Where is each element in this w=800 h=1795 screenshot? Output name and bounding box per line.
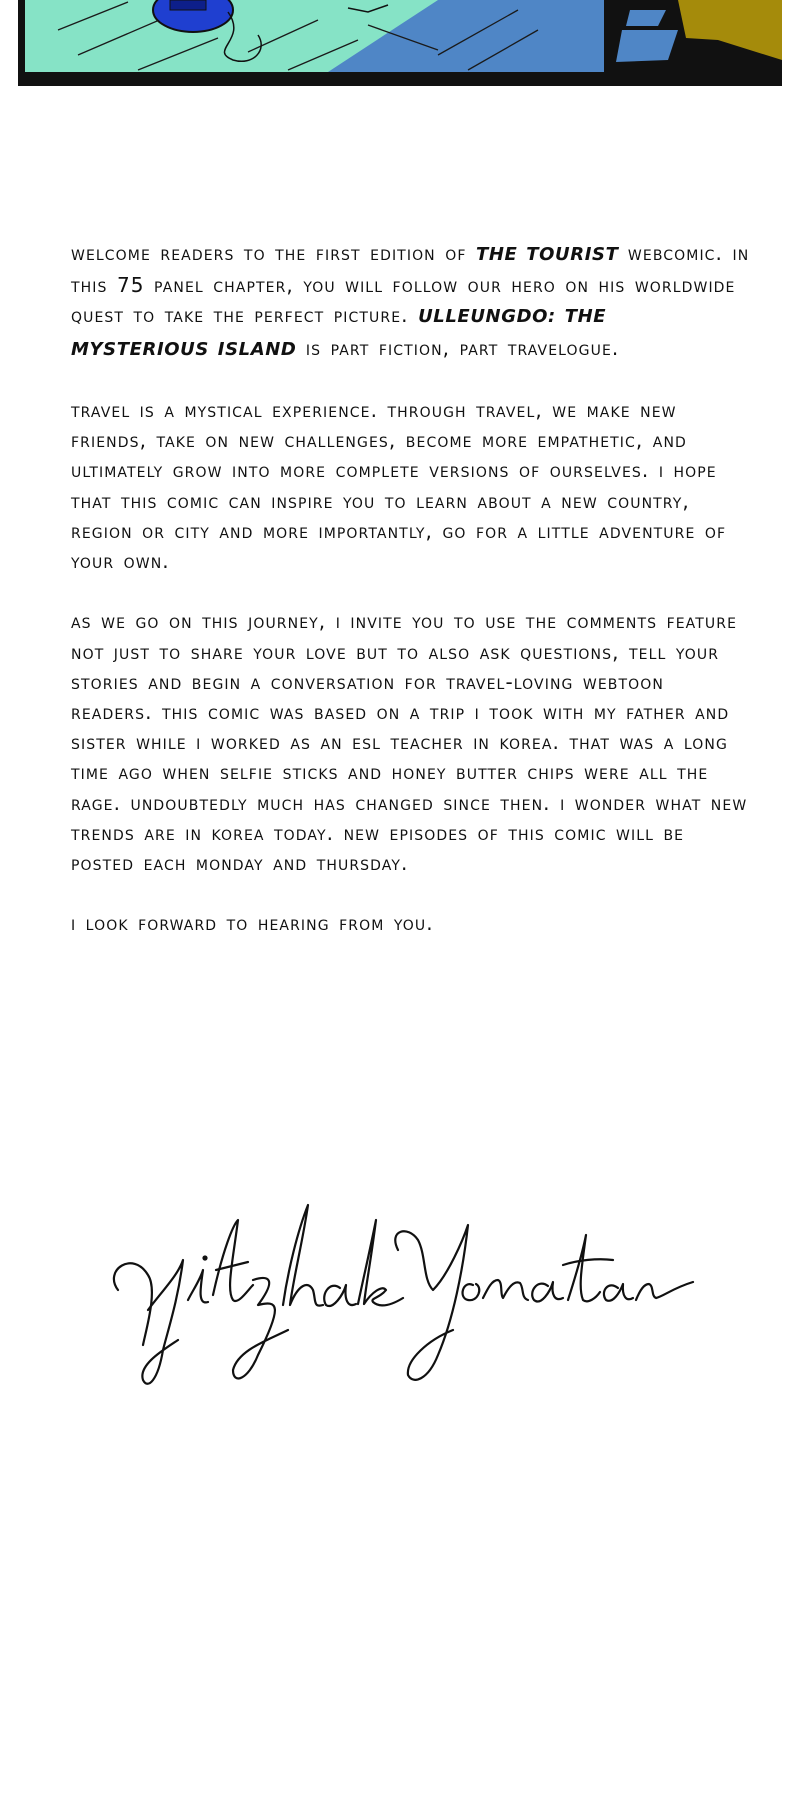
intro-letter (71, 238, 751, 969)
letter-paragraph-3: as we go on this journey, i invite you to use the comments feature not just to share your love but to also ask questions, tell your stories and begin a conversation for travel-loving webtoon readers. this comic was based on a trip i took with my father and sister while i worked as an esl teacher in korea. that was a long time ago when selfie sticks and honey butter chips were all the rage. undoubtedly much has changed since then. i wonder what new trends are in korea today. new episodes of this comic will be posted each monday and thursday. (71, 609, 748, 876)
panel-border (18, 72, 782, 86)
author-signature (108, 1180, 698, 1400)
letter-p1-text-c: webcomic. in this 75 panel chapter, you will follow our hero on his worldwide quest to take the perfect picture. (71, 241, 750, 328)
signature-drawing (108, 1180, 698, 1400)
chapter-title: ULLEUNGDO: THE MYSTERIOUS ISLAND (71, 306, 607, 360)
letter-p1-text-e: is part fiction, part travelogue. (296, 335, 620, 360)
comic-title: THE TOURIST (475, 244, 619, 265)
comic-panel-art (18, 0, 782, 86)
letter-p1-text-a: welcome readers to the first edition of (71, 241, 476, 265)
letter-paragraph-1 (71, 238, 751, 365)
letter-paragraph-2: travel is a mystical experience. through travel, we make new friends, take on new challenges, become more empathetic, and ultimately grow into more complete versions of ourselves. i hope that this comic can inspire you to learn about a new country, region or city and more importantly, go for a little adventure of your own. (71, 398, 727, 574)
letter-paragraph-4: i look forward to hearing from you. (71, 911, 434, 936)
comic-panel-bottom-edge (18, 0, 782, 86)
